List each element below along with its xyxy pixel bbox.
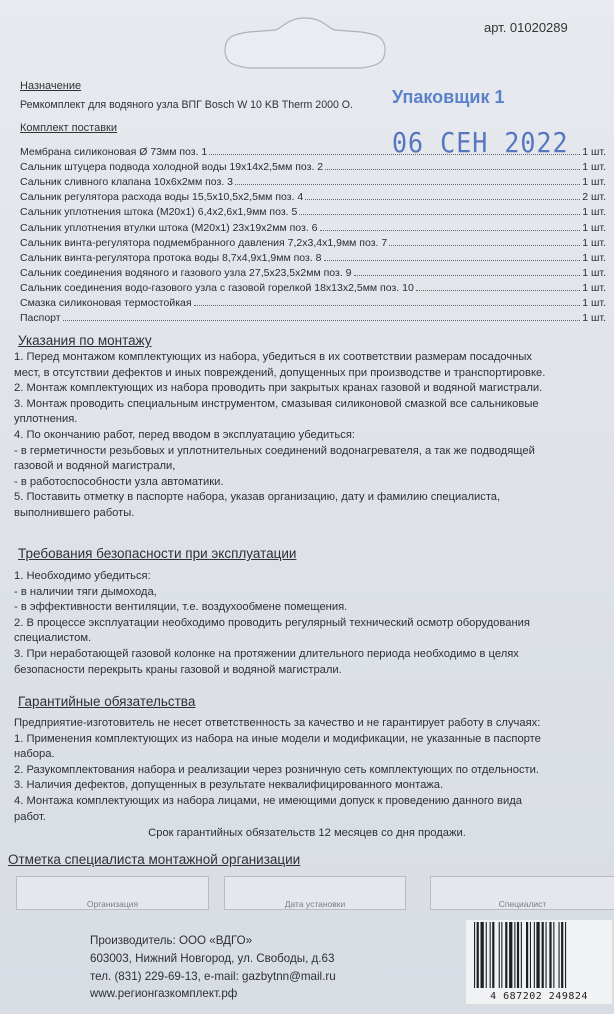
date-stamp: 06 СЕН 2022	[392, 126, 569, 159]
kit-item-name: Сальник уплотнения втулки штока (M20x1) 23x19x2мм поз. 6	[20, 221, 318, 234]
kit-item-leader	[354, 275, 581, 276]
manufacturer-contacts: тел. (831) 229-69-13, e-mail: gazbytnn@mail.ru	[90, 969, 336, 983]
kit-item-qty: 1 шт.	[582, 146, 606, 159]
kit-item	[20, 279, 606, 294]
warranty-line: набора.	[14, 748, 55, 761]
warranty-line: Предприятие-изготовитель не несет ответственность за качество и не гарантирует работу в случаях:	[14, 717, 541, 729]
barcode-bar	[481, 922, 484, 988]
warranty-text	[14, 716, 610, 825]
kit-item-leader	[63, 320, 581, 321]
specialist-label: Специалист	[498, 899, 547, 909]
install-date-label: Дата установки	[284, 899, 346, 909]
kit-item-qty: 2 шт.	[582, 191, 606, 204]
purpose-heading: Назначение	[20, 80, 82, 92]
installation-line: газовой и водяной магистрали,	[14, 460, 176, 473]
barcode-bar	[505, 922, 507, 988]
installation-text	[14, 350, 610, 522]
warranty-line: работ.	[14, 810, 46, 823]
barcode-bar	[565, 922, 566, 988]
barcode-bar	[492, 922, 494, 988]
kit-item	[20, 264, 606, 279]
kit-item	[20, 158, 606, 173]
organization-field[interactable]	[16, 876, 209, 910]
barcode-bar	[530, 922, 531, 988]
safety-line: 3. При неработающей газовой колонке на протяжении длительного периода необходимо в целях	[14, 647, 519, 660]
kit-item-leader	[235, 184, 580, 185]
safety-heading: Требования безопасности при эксплуатации	[18, 546, 297, 561]
barcode-bar	[542, 922, 544, 988]
warranty-heading: Гарантийные обязательства	[18, 694, 196, 709]
kit-heading: Комплект поставки	[20, 122, 118, 134]
organization-label: Организация	[86, 899, 139, 909]
warranty-line: 4. Монтажа комплектующих из набора лицами, не имеющими допуск к проведению данного вида	[14, 794, 522, 807]
barcode-bar	[526, 922, 528, 988]
safety-text	[14, 569, 610, 678]
installation-heading: Указания по монтажу	[18, 333, 152, 348]
safety-line: - в наличии тяги дымохода,	[14, 585, 157, 598]
install-date-field[interactable]	[224, 876, 406, 910]
kit-item-qty: 1 шт.	[582, 221, 606, 234]
kit-item-qty: 1 шт.	[582, 297, 606, 310]
safety-line: специалистом.	[14, 632, 92, 645]
kit-item-name: Сальник сливного клапана 10x6x2мм поз. 3	[20, 176, 233, 189]
manufacturer-address: 603003, Нижний Новгород, ул. Свободы, д.63	[90, 951, 335, 965]
kit-item-leader	[324, 260, 581, 261]
kit-item-name: Сальник уплотнения штока (M20x1) 6,4x2,6x1,9мм поз. 5	[20, 206, 298, 219]
kit-item-leader	[305, 199, 580, 200]
specialist-heading: Отметка специалиста монтажной организации	[8, 852, 301, 867]
safety-line: 1. Необходимо убедиться:	[14, 570, 151, 582]
kit-item-name: Сальник винта-регулятора протока воды 8,7x4,9x1,9мм поз. 8	[20, 251, 322, 264]
kit-item-leader	[320, 230, 581, 231]
barcode-bar	[486, 922, 487, 988]
packer-stamp: Упаковщик 1	[392, 87, 505, 107]
barcode-bar	[561, 922, 563, 988]
safety-line: безопасности перекрыть краны газовой и водяной магистрали.	[14, 663, 342, 676]
kit-item-name: Сальник штуцера подвода холодной воды 19x14x2,5мм поз. 2	[20, 161, 324, 174]
installation-line: 1. Перед монтажом комплектующих из набора, убедиться в их соответствии размерам посадочных	[14, 351, 532, 363]
barcode-bar	[549, 922, 551, 988]
kit-item-leader	[416, 290, 580, 291]
warranty-line: 1. Применения комплектующих из набора на иные модели и модификации, не указанные в паспорте	[14, 732, 541, 745]
barcode-bar	[559, 922, 560, 988]
kit-item-name: Сальник соединения водо-газового узла с газовой горелкой 18x13x2,5мм поз. 10	[20, 281, 414, 294]
manufacturer-name: Производитель: ООО «ВДГО»	[90, 934, 253, 947]
installation-line: мест, в отсутствии дефектов и иных повреждений, допущенных при производстве и транспортировке.	[14, 366, 546, 379]
installation-line: уплотнения.	[14, 413, 78, 426]
kit-item-qty: 1 шт.	[582, 176, 606, 189]
kit-item-name: Мембрана силиконовая Ø 73мм поз. 1	[20, 146, 208, 159]
warranty-line: 2. Разукомплектования набора и реализации через розничную сеть комплектующих по отдельности.	[14, 763, 540, 776]
kit-item	[20, 203, 606, 218]
kit-item-qty: 1 шт.	[582, 206, 606, 219]
kit-item-leader	[209, 154, 580, 155]
kit-item-leader	[194, 305, 581, 306]
kit-item-qty: 1 шт.	[582, 236, 606, 249]
kit-item	[20, 143, 606, 158]
kit-item-name: Смазка силиконовая термостойкая	[20, 297, 192, 310]
kit-item-qty: 1 шт.	[582, 161, 606, 174]
kit-item	[20, 188, 606, 203]
barcode-bar	[514, 922, 515, 988]
barcode	[466, 920, 612, 1004]
installation-line: 2. Монтаж комплектующих из набора проводить при закрытых кранах газовой и водяной магистрали.	[14, 382, 543, 395]
kit-item	[20, 309, 606, 324]
barcode-bar	[490, 922, 491, 988]
manufacturer-info	[90, 932, 336, 1003]
installation-line: - в герметичности резьбовых и уплотнительных соединений водонагревателя, а так же подводящей	[14, 444, 535, 457]
hang-hole	[205, 14, 405, 86]
barcode-digits: 4 687202 249824	[490, 991, 588, 1002]
kit-item-name: Паспорт	[20, 312, 61, 325]
installation-line: 4. По окончанию работ, перед вводом в эксплуатацию убедиться:	[14, 428, 356, 441]
kit-item-qty: 1 шт.	[582, 266, 606, 279]
kit-item-qty: 1 шт.	[582, 281, 606, 294]
kit-item-qty: 1 шт.	[582, 251, 606, 264]
installation-line: 3. Монтаж проводить специальным инструментом, смазывая силиконовой смазкой все сальниковые	[14, 397, 539, 410]
barcode-bar	[477, 922, 479, 988]
kit-item-leader	[299, 214, 580, 215]
barcode-bar	[499, 922, 500, 988]
purpose-text: Ремкомплект для водяного узла ВПГ Bosch W 10 KB Therm 2000 O.	[20, 99, 353, 111]
installation-line: 5. Поставить отметку в паспорте набора, указав организацию, дату и фамилию специалиста,	[14, 491, 501, 504]
kit-item	[20, 294, 606, 309]
kit-item-qty: 1 шт.	[582, 312, 606, 325]
safety-line: - в эффективности вентиляции, т.е. воздухообмене помещения.	[14, 601, 348, 614]
barcode-bar	[536, 922, 539, 988]
barcode-bar	[546, 922, 547, 988]
safety-line: 2. В процессе эксплуатации необходимо проводить регулярный технический осмотр оборудования	[14, 616, 530, 629]
installation-line: - в работоспособности узла автоматики.	[14, 475, 224, 488]
kit-item	[20, 249, 606, 264]
barcode-bar	[501, 922, 502, 988]
barcode-bar	[553, 922, 554, 988]
warranty-line: 3. Наличия дефектов, допущенных в результате неквалифицированного монтажа.	[14, 779, 444, 792]
article-number: арт. 01020289	[484, 20, 568, 35]
specialist-fields	[16, 876, 614, 912]
kit-list	[20, 143, 606, 324]
installation-line: выполнившего работы.	[14, 506, 135, 519]
warranty-term: Срок гарантийных обязательств 12 месяцев со дня продажи.	[148, 827, 466, 839]
barcode-bar	[534, 922, 535, 988]
barcode-bar	[509, 922, 512, 988]
kit-item-name: Сальник регулятора расхода воды 15,5x10,5x2,5мм поз. 4	[20, 191, 304, 204]
kit-item-leader	[389, 245, 580, 246]
barcode-bar	[474, 922, 475, 988]
kit-item-leader	[325, 169, 580, 170]
kit-item-name: Сальник соединения водяного и газового узла 27,5x23,5x2мм поз. 9	[20, 266, 352, 279]
kit-item	[20, 173, 606, 188]
barcode-bar	[517, 922, 519, 988]
manufacturer-website[interactable]: www.регионгазкомплект.рф	[90, 987, 238, 1001]
kit-item	[20, 234, 606, 249]
barcode-bar	[521, 922, 522, 988]
barcode-bars	[472, 922, 606, 990]
specialist-field[interactable]	[430, 876, 614, 910]
kit-item	[20, 218, 606, 233]
kit-item-name: Сальник винта-регулятора подмембранного давления 7,2x3,4x1,9мм поз. 7	[20, 236, 388, 249]
